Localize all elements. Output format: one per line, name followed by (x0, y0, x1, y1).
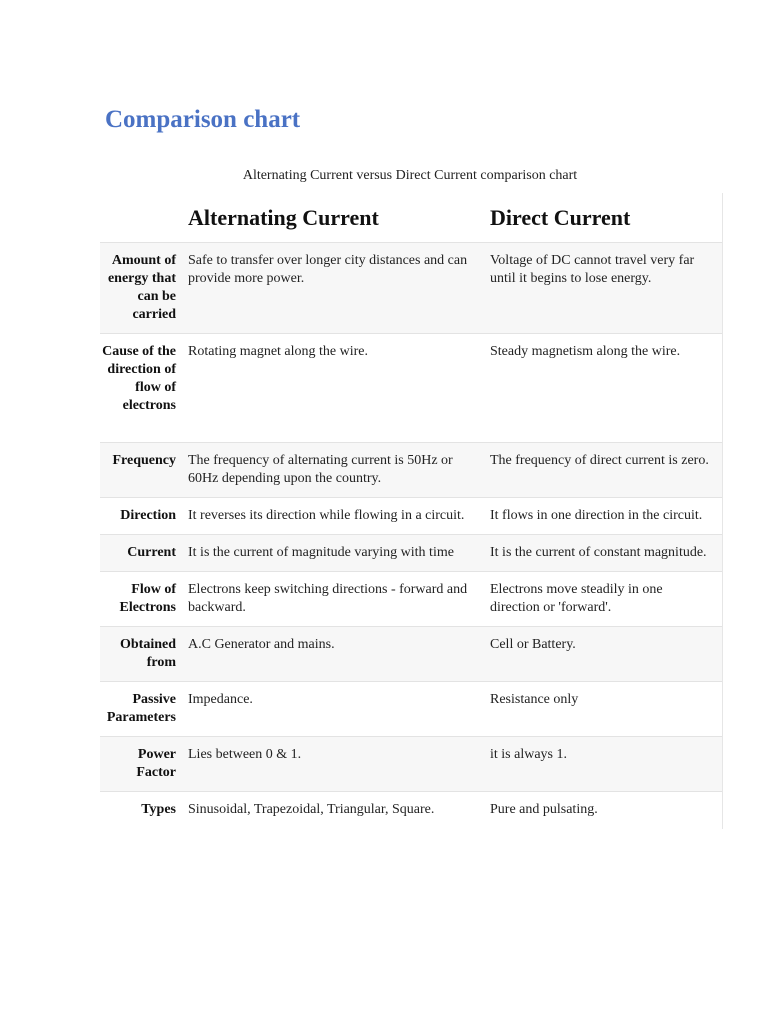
ac-cell: It is the current of magnitude varying with time (182, 535, 484, 572)
table-row (100, 243, 722, 334)
dc-cell: Resistance only (484, 682, 722, 737)
dc-cell: Steady magnetism along the wire. (484, 334, 722, 443)
table-row (100, 682, 722, 737)
table-header-row (100, 193, 722, 243)
row-label: Types (141, 802, 176, 817)
dc-cell: Voltage of DC cannot travel very far until it begins to lose energy. (484, 243, 722, 334)
header-direct-current: Direct Current (490, 204, 631, 230)
dc-cell: It flows in one direction in the circuit. (484, 498, 722, 535)
ac-cell: The frequency of alternating current is 50Hz or 60Hz depending upon the country. (182, 443, 484, 498)
row-label: Power Factor (100, 737, 182, 792)
table-row (100, 498, 722, 535)
row-label: Current (100, 535, 182, 572)
ac-cell: Safe to transfer over longer city distances and can provide more power. (182, 243, 484, 334)
ac-cell: It reverses its direction while flowing in a circuit. (188, 508, 465, 523)
table-row (100, 572, 722, 627)
dc-cell: Cell or Battery. (484, 627, 722, 682)
ac-cell: Sinusoidal, Trapezoidal, Triangular, Square. (188, 802, 435, 817)
ac-cell: A.C Generator and mains. (182, 627, 484, 682)
dc-cell: The frequency of direct current is zero. (484, 443, 722, 498)
table-row (100, 737, 722, 792)
table-row (100, 792, 722, 830)
row-label: Direction (120, 508, 176, 523)
ac-cell: Lies between 0 & 1. (182, 737, 484, 792)
row-label: Frequency (100, 443, 182, 498)
header-corner (100, 193, 182, 243)
row-label: Passive Parameters (106, 692, 176, 725)
row-label: Cause of the direction of flow of electrons (102, 344, 176, 413)
table-row (100, 627, 722, 682)
ac-cell: Impedance. (188, 692, 253, 707)
comparison-table (100, 193, 723, 829)
row-label: Amount of energy that can be carried (100, 243, 182, 334)
page-title: Comparison chart (105, 106, 301, 133)
table-row (100, 443, 722, 498)
table-caption: Alternating Current versus Direct Current comparison chart (242, 168, 578, 183)
ac-cell: Electrons keep switching directions - forward and backward. (188, 582, 468, 615)
table-row (100, 535, 722, 572)
dc-cell: it is always 1. (484, 737, 722, 792)
dc-cell: Electrons move steadily in one direction or 'forward'. (484, 572, 722, 627)
dc-cell: Pure and pulsating. (484, 792, 722, 830)
row-label: Obtained from (100, 627, 182, 682)
dc-cell: It is the current of constant magnitude. (484, 535, 722, 572)
table-row (100, 334, 722, 443)
ac-cell: Rotating magnet along the wire. (188, 344, 369, 359)
row-label: Flow of Electrons (119, 582, 176, 615)
header-alternating-current: Alternating Current (188, 204, 379, 230)
